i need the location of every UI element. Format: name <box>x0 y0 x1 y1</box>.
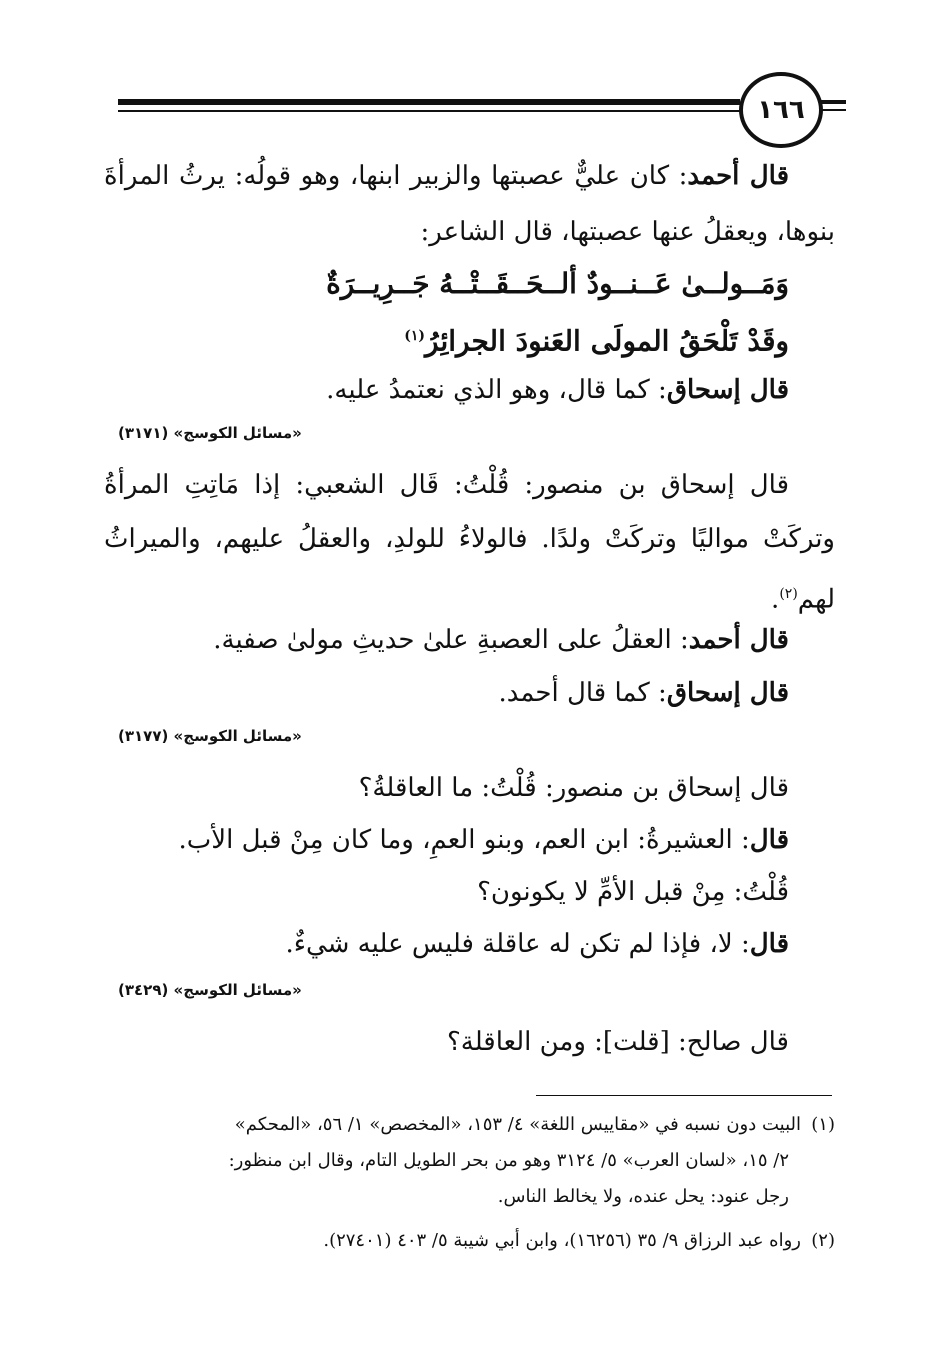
b1-line-2 <box>421 212 835 252</box>
b3-line-4-text: : لا، فإذا لم تكن له عاقلة فليس عليه شيءٌ. <box>285 929 750 959</box>
b3-line-3-text: قُلْتُ: مِنْ قبل الأمِّ لا يكونون؟ <box>477 877 789 907</box>
footnote-ref-1: (١) <box>404 328 426 344</box>
b2-line-1-text: قال إسحاق بن منصور: قُلْتُ: قَال الشعبي: إذا مَاتِتِ المرأةُ <box>104 470 789 500</box>
poem-verse-2-text: وقَدْ تَلْحَقُ المولَى العَنودَ الجرائِرُ <box>425 324 789 358</box>
footnote-1-line-1 <box>235 1110 835 1140</box>
page-number-text: ١٦٦ <box>757 95 805 125</box>
b3-line-2 <box>179 820 789 860</box>
b1-line-1-text: : كان عليٌّ عصبتها والزبير ابنها، وهو قولُه: يرثُ المرأةَ <box>104 161 688 191</box>
speaker-qala: قال <box>749 929 789 959</box>
b1-line-1 <box>104 156 789 196</box>
footnote-2-line-1-text: رواه عبد الرزاق ٩/ ٣٥ (١٦٢٥٦)، وابن أبي شيبة ٥/ ٤٠٣ (٢٧٤٠١). <box>323 1230 801 1251</box>
b4-line-1-text: قال صالح: [قلت]: ومن العاقلة؟ <box>446 1027 789 1057</box>
footnote-1-mark: (١) <box>811 1114 835 1135</box>
footnote-ref-2: (٢) <box>779 586 798 602</box>
b1-line-2-text: بنوها، ويعقلُ عنها عصبتها، قال الشاعر: <box>420 217 835 247</box>
source-reference: «مسائل الكوسج» (٣١٧١) <box>118 424 302 442</box>
header-rule-right-thin <box>820 109 846 111</box>
b2-line-3-end: . <box>771 584 780 615</box>
footnote-1-line-1-text: البيت دون نسبه في «مقاييس اللغة» ٤/ ١٥٣، «المخصص» ١/ ٥٦، «المحكم» <box>234 1114 801 1135</box>
b3-line-1 <box>359 768 789 808</box>
poem-verse-1 <box>326 264 789 304</box>
footnote-1-line-2-text: ٢/ ١٥، «لسان العرب» ٥/ ٣١٢٤ وهو من بحر الطويل التام، وقال ابن منظور: <box>228 1150 789 1171</box>
header-rule-right-thick <box>820 100 846 104</box>
b2-line-1 <box>104 465 789 505</box>
speaker-qala: قال <box>749 825 789 855</box>
b3-line-4 <box>285 924 789 964</box>
footnote-2-mark: (٢) <box>811 1230 835 1251</box>
b2-line-4-text: : العقلُ على العصبةِ علىٰ حديثِ مولىٰ صفية. <box>213 625 689 655</box>
b3-line-1-text: قال إسحاق بن منصور: قُلْتُ: ما العاقلةُ؟ <box>358 773 789 803</box>
header-rule-thick <box>118 99 740 105</box>
b2-line-5-text: : كما قال أحمد. <box>498 678 667 708</box>
footnote-1-line-3-text: رجل عنود: يحل عنده، ولا يخالط الناس. <box>497 1186 789 1207</box>
b3-line-2-text: : العشيرةُ: ابن العم، وبنو العمِ، وما كان مِنْ قبل الأب. <box>178 825 750 855</box>
speaker-ahmad: قال أحمد <box>687 161 789 191</box>
b2-line-4 <box>213 620 789 660</box>
b2-line-5 <box>498 673 789 713</box>
poem-verse-2 <box>404 316 789 361</box>
footnote-2-line-1 <box>323 1226 835 1256</box>
speaker-ahmad: قال أحمد <box>688 625 789 655</box>
b2-line-2-text: وتركَتْ مواليًا وتركَتْ ولدًا. فالولاءُ للولدِ، والعقلُ عليهم، والميراثُ <box>104 524 835 554</box>
b2-line-3 <box>771 574 835 620</box>
header-rule-thin <box>118 110 740 112</box>
page-number <box>739 72 823 148</box>
b1-line-5-text: : كما قال، وهو الذي نعتمدُ عليه. <box>326 375 667 405</box>
source-reference: «مسائل الكوسج» (٣٤٢٩) <box>118 981 302 999</box>
footnote-1-line-2 <box>229 1146 789 1176</box>
b4-line-1 <box>447 1022 789 1062</box>
footnote-divider <box>536 1095 832 1096</box>
b2-line-3-text: لهم <box>797 584 835 615</box>
speaker-ishaq: قال إسحاق <box>666 375 789 405</box>
speaker-ishaq: قال إسحاق <box>666 678 789 708</box>
b1-line-5 <box>326 370 789 410</box>
source-reference: «مسائل الكوسج» (٣١٧٧) <box>118 727 302 745</box>
poem-verse-1-text: وَمَــولــىٰ عَــنــودٌ ألــحَــقَــتْــهُ جَــرِيــرَةٌ <box>326 267 789 300</box>
footnote-1-line-3 <box>498 1182 789 1212</box>
b2-line-2 <box>104 519 835 559</box>
b3-line-3 <box>477 872 789 912</box>
page-header <box>0 0 939 150</box>
